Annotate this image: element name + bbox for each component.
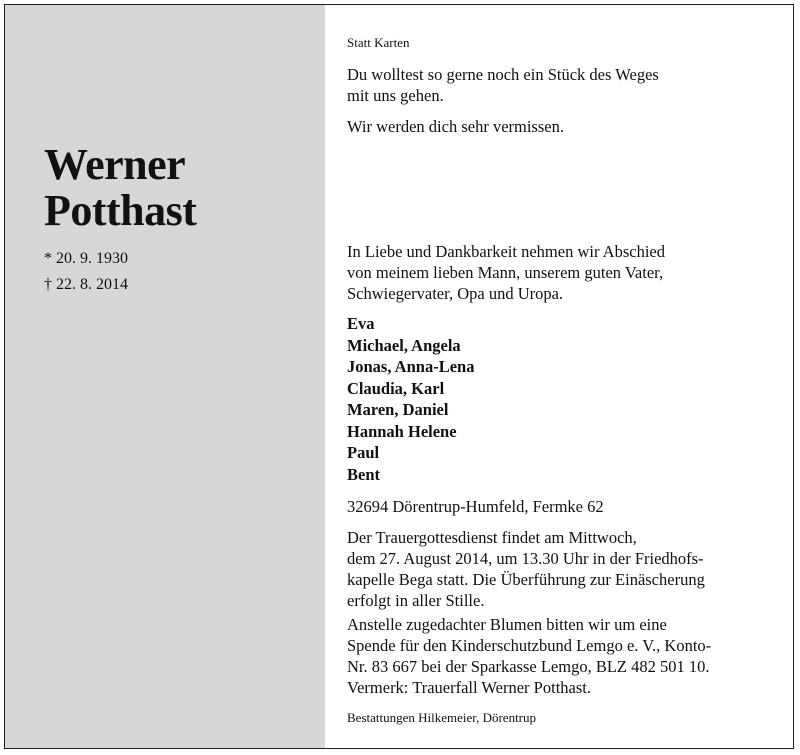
life-dates xyxy=(44,246,128,298)
service-line: Der Trauergottesdienst findet am Mittwoch, xyxy=(347,528,637,547)
family-member: Jonas, Anna-Lena xyxy=(347,357,475,376)
service-text xyxy=(347,527,705,611)
family-member: Claudia, Karl xyxy=(347,378,445,398)
name-panel xyxy=(5,5,325,748)
miss-text: Wir werden dich sehr vermissen. xyxy=(347,117,564,136)
quote xyxy=(347,64,659,106)
last-name: Potthast xyxy=(44,186,197,235)
birth-date: * 20. 9. 1930 xyxy=(44,250,128,267)
funeral-home: Bestattungen Hilkemeier, Dörentrup xyxy=(347,710,537,725)
service-line: dem 27. August 2014, um 13.30 Uhr in der Friedhofs- xyxy=(347,549,704,568)
donation-line: Spende für den Kinderschutzbund Lemgo e. V., Konto- xyxy=(347,636,712,655)
family-member: Paul xyxy=(347,443,380,462)
header-text: Statt Karten xyxy=(347,35,410,50)
death-date: † 22. 8. 2014 xyxy=(44,276,128,293)
donation-line: Anstelle zugedachter Blumen bitten wir um eine xyxy=(347,615,667,634)
family-member: Maren, Daniel xyxy=(347,400,449,419)
family-member: Hannah Helene xyxy=(347,421,457,441)
address: 32694 Dörentrup-Humfeld, Fermke 62 xyxy=(347,497,604,516)
quote-line: mit uns gehen. xyxy=(347,86,444,105)
donation-line: Nr. 83 667 bei der Sparkasse Lemgo, BLZ 482 501 10. xyxy=(347,657,710,676)
deceased-name xyxy=(44,142,196,234)
family-member: Eva xyxy=(347,314,375,333)
donation-text xyxy=(347,614,711,698)
farewell-line: von meinem lieben Mann, unserem guten Vater, xyxy=(347,263,664,282)
service-line: erfolgt in aller Stille. xyxy=(347,591,485,610)
quote-line: Du wolltest so gerne noch ein Stück des Weges xyxy=(347,65,659,84)
family-list xyxy=(347,313,474,485)
family-member: Michael, Angela xyxy=(347,335,461,355)
farewell-line: In Liebe und Dankbarkeit nehmen wir Abschied xyxy=(347,242,665,261)
first-name: Werner xyxy=(44,140,186,189)
donation-line: Vermerk: Trauerfall Werner Potthast. xyxy=(347,678,591,697)
farewell-text xyxy=(347,241,665,304)
family-member: Bent xyxy=(347,464,380,484)
farewell-line: Schwiegervater, Opa und Uropa. xyxy=(347,284,564,303)
service-line: kapelle Bega statt. Die Überführung zur Einäscherung xyxy=(347,570,705,589)
